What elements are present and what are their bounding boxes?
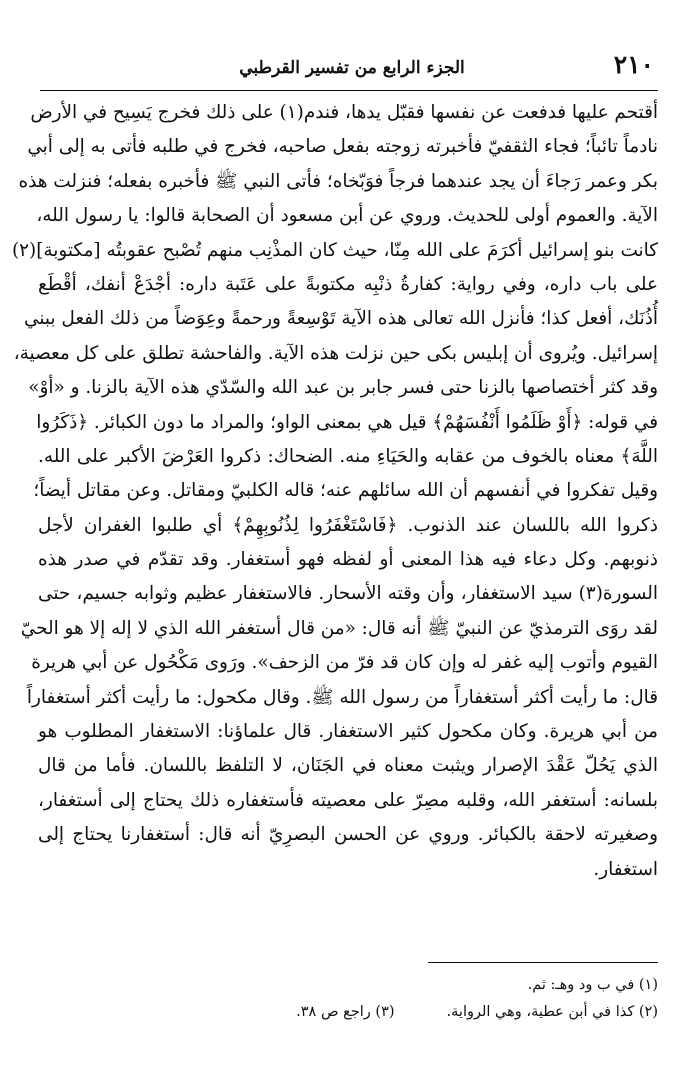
page-header bbox=[50, 50, 654, 90]
footnote-row-2 bbox=[40, 999, 658, 1026]
running-title: الجزء الرابع من تفسير القرطبي bbox=[239, 58, 465, 78]
header-rule bbox=[40, 90, 658, 91]
text-line: ذكروا الله باللسان عند الذنوب. ﴿فَاسْتَغْفَرُوا لِذُنُوبِهِمْ﴾ أي طلبوا الغفران لأجل bbox=[38, 514, 658, 536]
text-line: أقتحم عليها فدفعت عن نفسها فقبّل يدها، فندم(١) على ذلك فخرج يَسِيح في الأرض bbox=[30, 102, 658, 123]
page-number: ٢١٠ bbox=[613, 50, 654, 79]
text-line: لقد روَى الترمذيّ عن النبيّ ﷺ أنه قال: «من قال أستغفر الله الذي لا إله إلا هو الحيّ bbox=[20, 617, 658, 639]
text-line: السورة(٣) سيد الاستغفار، وأن وقته الأسحار. فالاستغفار عظيم وثوابه جسيم، حتى bbox=[38, 583, 658, 605]
text-line: اللَّهَ﴾ معناه بالخوف من عقابه والحَيَاءِ منه. الضحاك: ذكروا العَرْضَ الأكبر على الله. bbox=[38, 445, 658, 467]
text-line: الآية. والعموم أولى للحديث. وروي عن أبن مسعود أن الصحابة قالوا: يا رسول الله، bbox=[36, 205, 658, 227]
text-line: القيوم وأتوب إليه غفر له وإن كان قد فرّ من الزحف». ورَوى مَكْحُول عن أبي هريرة bbox=[31, 652, 658, 674]
text-line: وقيل تفكروا في أنفسهم أن الله سائلهم عنه؛ قاله الكلبيّ ومقاتل. وعن مقاتل أيضاً؛ bbox=[33, 480, 658, 502]
text-line: كانت بنو إسرائيل أكرَمَ على الله مِنّا، حيث كان المذْنِب منهم تُصْبح عقوبتُه [مكتوبة](٢) bbox=[11, 239, 658, 261]
text-line: إسرائيل. ويُروى أن إبليس بكى حين نزلت هذه الآية. والفاحشة تطلق على كل معصية، bbox=[13, 342, 658, 364]
text-line: وقد كثر أختصاصها بالزنا حتى فسر جابر بن عبد الله والسّدّي هذه الآية بالزنا. و «أوْ» bbox=[28, 377, 658, 399]
text-line: بلسانه: أستغفر الله، وقلبه مصِرّ على معصيته فأستغفاره ذلك يحتاج إلى أستغفار، bbox=[38, 789, 658, 811]
body-text bbox=[11, 96, 658, 887]
text-line: وصغيرته لاحقة بالكبائر. وروي عن الحسن البصرِيّ أنه قال: أستغفارنا يحتاج إلى bbox=[38, 824, 658, 846]
footnote-1: (١) في ب ود وهـ: ثم. bbox=[527, 977, 658, 993]
text-line: في قوله: ﴿أَوْ ظَلَمُوا أَنْفُسَهُمْ﴾ قيل هي بمعنى الواو؛ والمراد ما دون الكبائر. ﴿ذَكَرُوا bbox=[36, 411, 658, 433]
text-line: على باب داره، وفي رواية: كفارةُ ذنْبِه مكتوبةً على عَتَبة داره: أجْدَعْ أنفك، أقْطَع bbox=[38, 273, 658, 295]
text-line: ذنوبهم. وكل دعاء فيه هذا المعنى أو لفظه فهو أستغفار. وقد تقدّم في صدر هذه bbox=[38, 549, 658, 571]
footnote-rule bbox=[428, 962, 658, 963]
text-line: من أبي هريرة. وكان مكحول كثير الاستغفار. قال علماؤنا: الاستغفار المطلوب هو bbox=[38, 721, 658, 743]
text-line-last: استغفار. bbox=[593, 858, 658, 880]
footnote-2: (٢) كذا في أبن عطية، وهي الرواية. bbox=[446, 1004, 658, 1020]
text-line: الذي يَحُلّ عَقْدَ الإصرار ويثبت معناه في الجَنَان، لا التلفظ باللسان. فأما من قال bbox=[38, 755, 658, 777]
text-line: نادماً تائباً؛ فجاء الثقفيّ فأخبرته زوجته بفعل صاحبه، فخرج في طلبه فأتى به إلى أبي bbox=[27, 136, 658, 158]
text-line: قال: ما رأيت أكثر أستغفاراً من رسول الله ﷺ. وقال مكحول: ما رأيت أكثر أستغفاراً bbox=[26, 686, 658, 708]
footnotes bbox=[40, 972, 658, 1026]
text-line: بكر وعمر رَجاءَ أن يجد عندهما فرجاً فوَبّخاه؛ فأتى النبي ﷺ فأخبره بفعله؛ فنزلت هذه bbox=[18, 170, 658, 192]
footnote-3: (٣) راجع ص ٣٨. bbox=[296, 1004, 395, 1020]
text-line: أُذُنَك، أفعل كذا؛ فأنزل الله تعالى هذه الآية تَوْسِعةً ورحمةً وعِوَضاً من ذلك الفعل ببني bbox=[24, 308, 658, 330]
